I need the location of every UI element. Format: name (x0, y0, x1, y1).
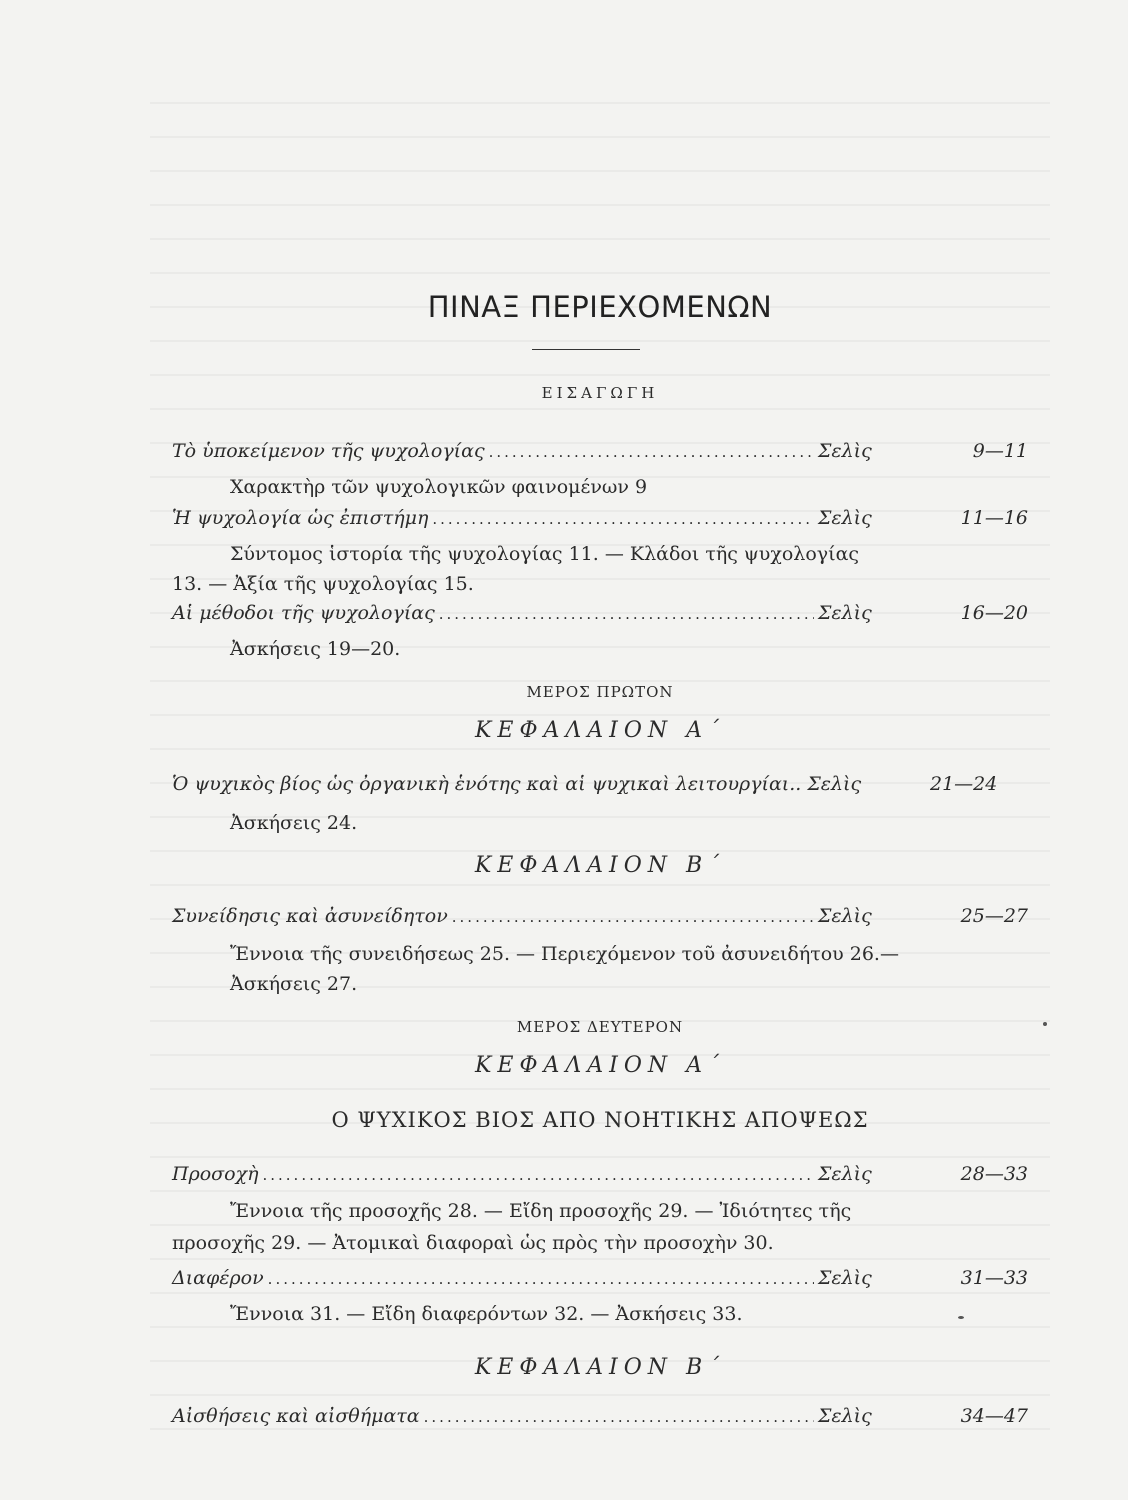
toc-entry-title: Τὸ ὑποκείμενον τῆς ψυχολογίας (172, 440, 485, 462)
page-label: Σελὶς (818, 440, 872, 462)
paper-speck (958, 1316, 964, 1319)
toc-entry-6 (172, 1163, 1028, 1191)
toc-entry-title: Ὁ ψυχικὸς βίος ὡς ὀργανικὴ ἑνότης καὶ αἱ ψυχικαὶ λειτουργίαι.. (172, 773, 802, 795)
page-range: 21—24 (929, 773, 998, 795)
intro-heading: ΕΙΣΑΓΩΓΗ (541, 384, 659, 402)
page-range: 34—47 (960, 1405, 1028, 1427)
toc-entry-4 (172, 773, 1028, 801)
page-label: Σελὶς (818, 1267, 872, 1289)
chapter-a2-heading: ΚΕΦΑΛΑΙΟΝ Α΄ (474, 1053, 726, 1078)
toc-entry-title: Ἡ ψυχολογία ὡς ἐπιστήμη (172, 507, 429, 529)
leader-dots (268, 1270, 814, 1288)
toc-entry-6-detail-1: Ἔννοια τῆς προσοχῆς 28. — Εἴδη προσοχῆς 29. — Ἰδιότητες τῆς (230, 1200, 852, 1222)
leader-dots (439, 605, 814, 623)
toc-entry-2-detail-2: 13. — Ἀξία τῆς ψυχολογίας 15. (172, 573, 474, 595)
toc-entry-6-detail-2: προσοχῆς 29. — Ἀτομικαὶ διαφοραὶ ὡς πρὸς τὴν προσοχὴν 30. (172, 1232, 774, 1254)
toc-entry-title: Προσοχὴ (172, 1163, 259, 1185)
chapter-b-heading: ΚΕΦΑΛΑΙΟΝ Β΄ (474, 853, 726, 878)
toc-entry-4-detail: Ἀσκήσεις 24. (230, 812, 358, 834)
page-title: ΠΙΝΑΞ ΠΕΡΙΕΧΟΜΕΝΩΝ (427, 290, 773, 324)
page-range: 31—33 (960, 1267, 1028, 1289)
page-label: Σελὶς (807, 773, 862, 795)
title-underline (532, 349, 640, 350)
toc-entry-5-detail-1: Ἔννοια τῆς συνειδήσεως 25. — Περιεχόμενον τοῦ ἀσυνειδήτου 26.— (230, 943, 899, 965)
toc-entry-1 (172, 440, 1028, 468)
page-range: 11—16 (960, 507, 1028, 529)
toc-entry-7 (172, 1267, 1028, 1295)
leader-dots (432, 510, 814, 528)
toc-entry-3-detail: Ἀσκήσεις 19—20. (230, 638, 401, 660)
toc-entry-1-detail: Χαρακτὴρ τῶν ψυχολογικῶν φαινομένων 9 (230, 476, 648, 498)
paper-speck (1043, 1022, 1047, 1026)
leader-dots (424, 1408, 814, 1426)
page-label: Σελὶς (818, 602, 872, 624)
part-two-heading: ΜΕΡΟΣ ΔΕΥΤΕΡΟΝ (516, 1018, 684, 1036)
toc-entry-title: Συνείδησις καὶ ἀσυνείδητον (172, 905, 448, 927)
toc-entry-3 (172, 602, 1028, 630)
chapter-b2-heading: ΚΕΦΑΛΑΙΟΝ Β΄ (474, 1355, 726, 1380)
toc-entry-title: Διαφέρον (172, 1267, 264, 1289)
page-label: Σελὶς (818, 507, 872, 529)
toc-entry-7-detail: Ἔννοια 31. — Εἴδη διαφερόντων 32. — Ἀσκήσεις 33. (230, 1303, 743, 1325)
page-range: 9—11 (972, 440, 1028, 462)
toc-entry-5-detail-2: Ἀσκήσεις 27. (230, 973, 358, 995)
leader-dots (262, 1166, 814, 1184)
toc-entry-8 (172, 1405, 1028, 1433)
page-range: 28—33 (960, 1163, 1028, 1185)
leader-dots (489, 443, 814, 461)
section-heading: Ο ΨΥΧΙΚΟΣ ΒΙΟΣ ΑΠΟ ΝΟΗΤΙΚΗΣ ΑΠΟΨΕΩΣ (331, 1108, 869, 1132)
toc-entry-title: Αἰσθήσεις καὶ αἰσθήματα (172, 1405, 420, 1427)
page-range: 16—20 (960, 602, 1028, 624)
page-label: Σελὶς (818, 1163, 872, 1185)
page-label: Σελὶς (818, 905, 872, 927)
chapter-a-heading: ΚΕΦΑΛΑΙΟΝ Α΄ (474, 718, 726, 743)
leader-dots (452, 908, 814, 926)
toc-entry-2 (172, 507, 1028, 535)
toc-entry-5 (172, 905, 1028, 933)
page-range: 25—27 (960, 905, 1028, 927)
part-one-heading: ΜΕΡΟΣ ΠΡΩΤΟΝ (526, 683, 674, 701)
page-label: Σελὶς (818, 1405, 872, 1427)
toc-entry-title: Αἱ μέθοδοι τῆς ψυχολογίας (172, 602, 435, 624)
toc-entry-2-detail-1: Σύντομος ἱστορία τῆς ψυχολογίας 11. — Κλάδοι τῆς ψυχολογίας (230, 543, 860, 565)
